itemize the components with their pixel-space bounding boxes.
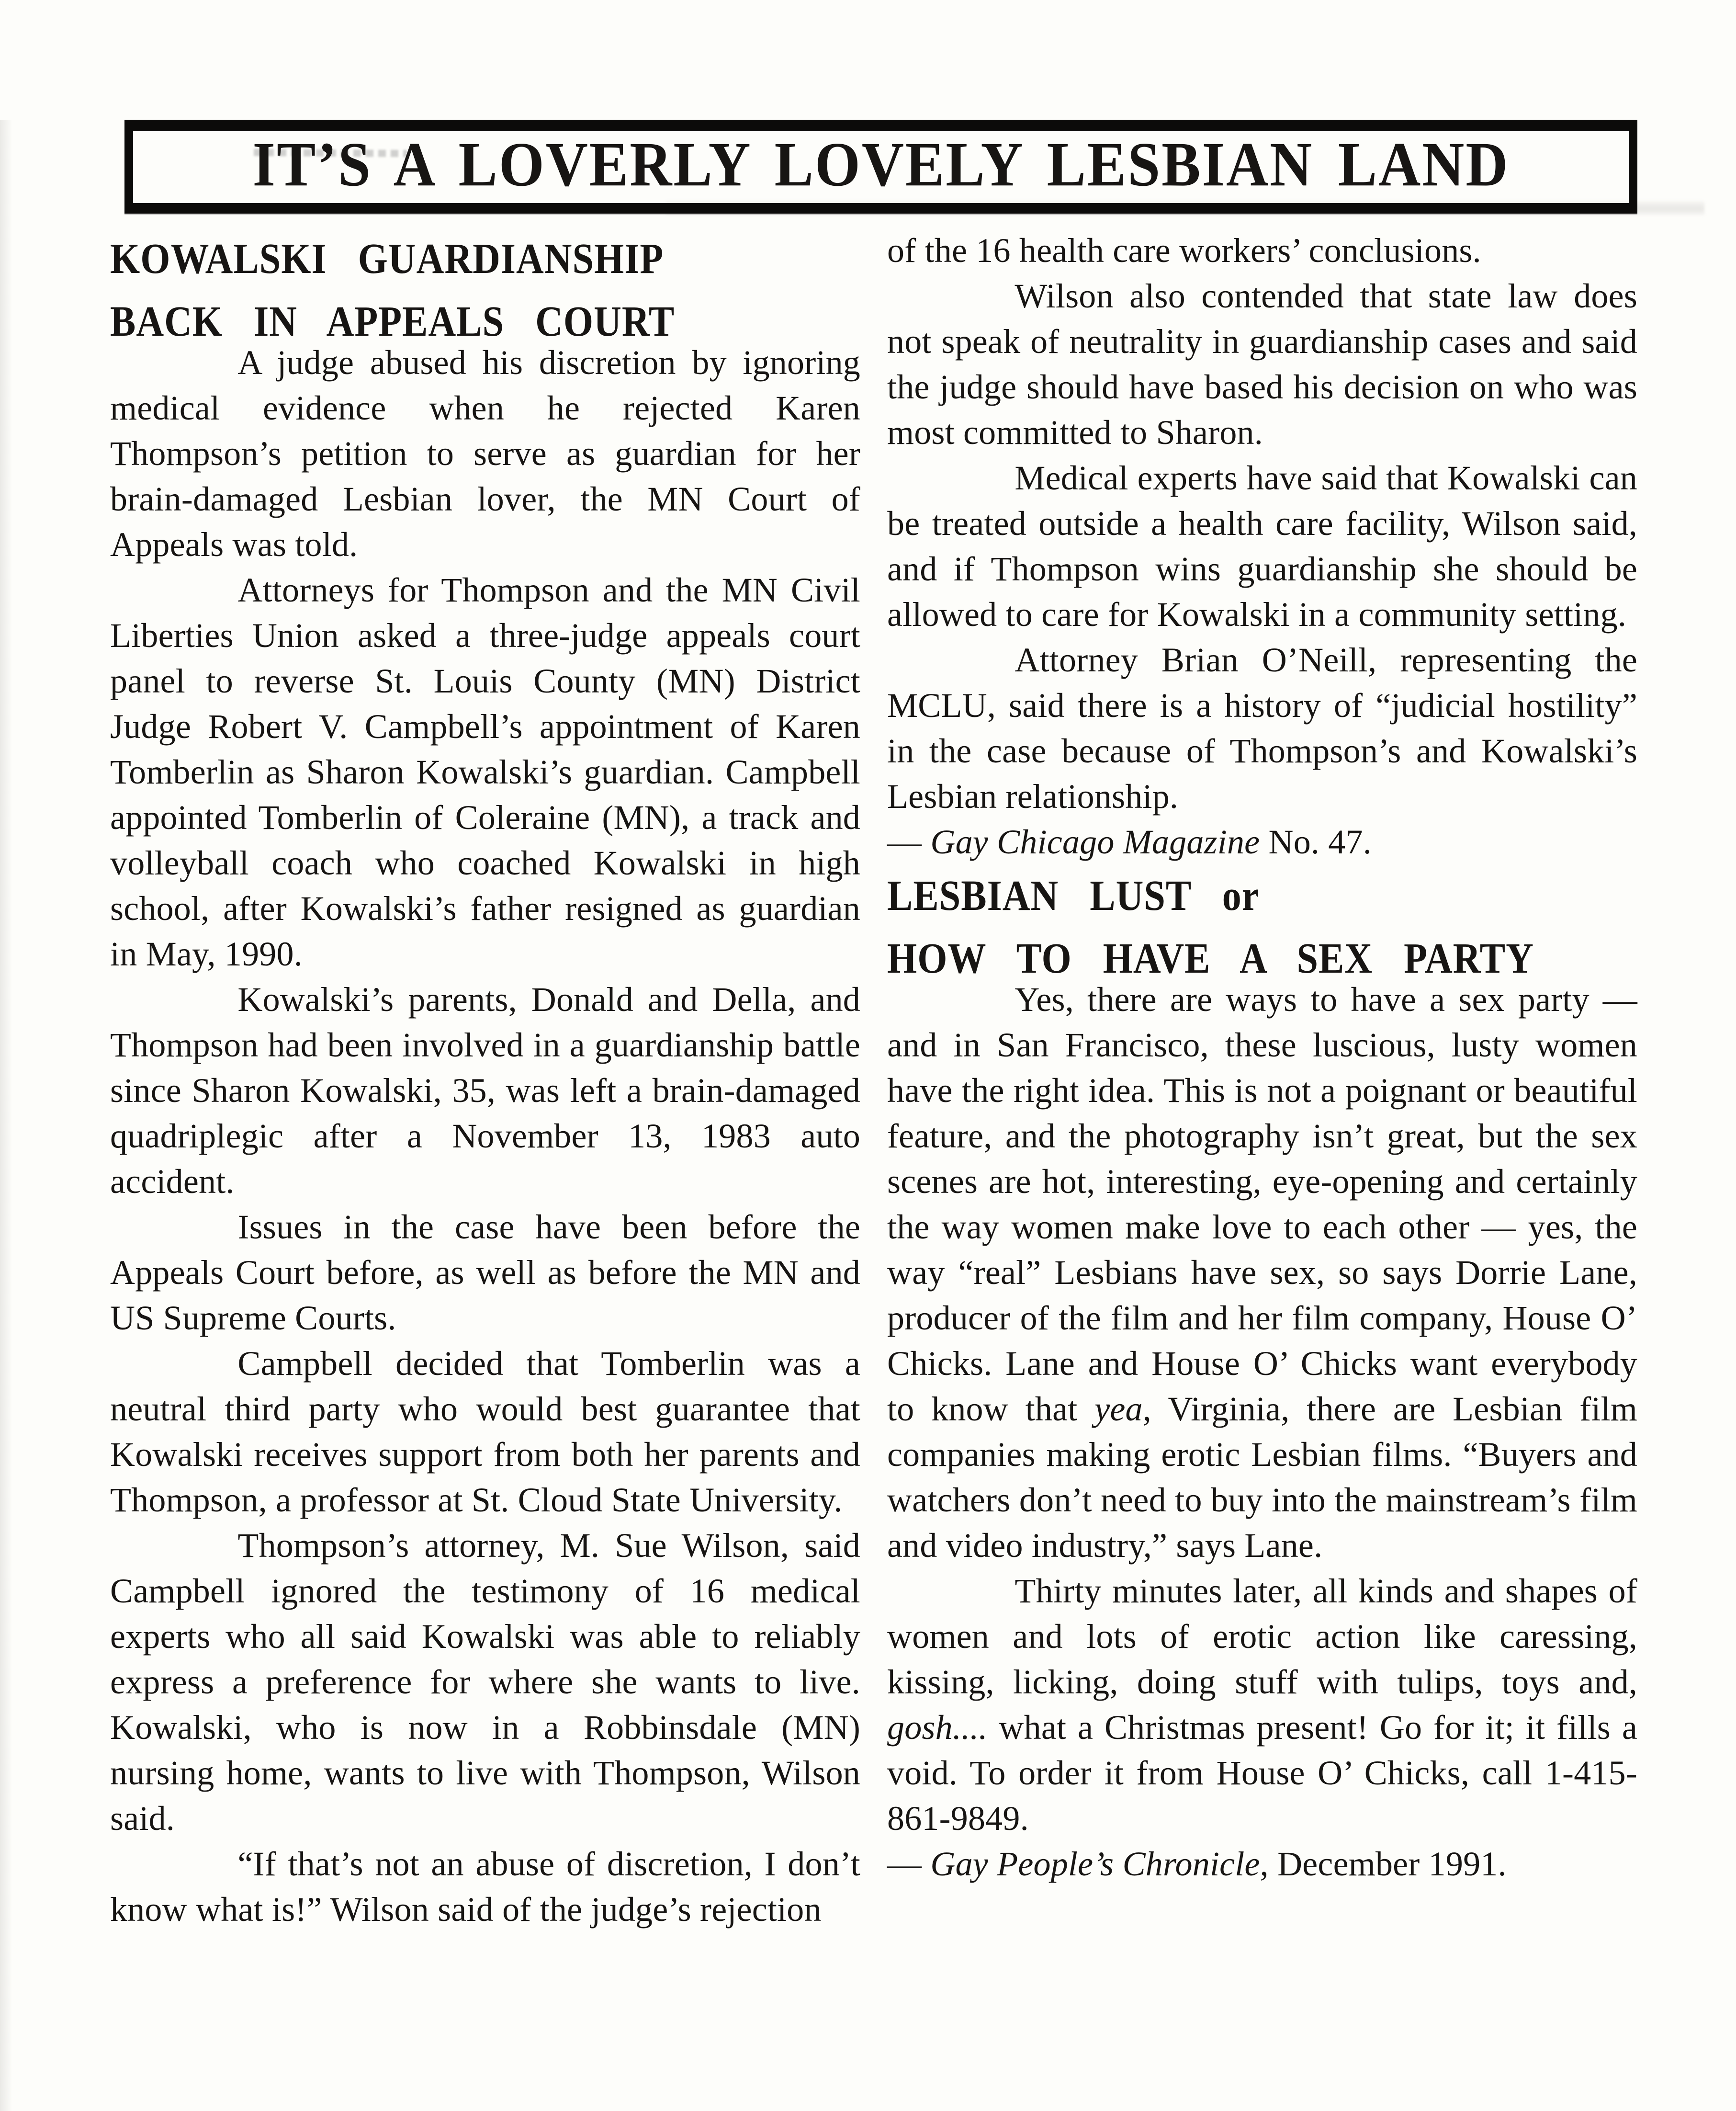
text-segment: “If that’s not an abuse of discretion, I don’t know what is!” Wilson said of the judge’s rejection xyxy=(110,1844,860,1929)
paragraph xyxy=(887,228,1637,273)
paragraph xyxy=(110,1841,860,1932)
text-segment: Attorneys for Thompson and the MN Civil Liberties Union asked a three-judge appeals court panel to reverse St. Louis County (MN) District Judge Robert V. Campbell’s appointment of Karen Tomberlin as Sharon Kowalski’s guardian. Campbell appointed Tomberlin of Coleraine (MN), a track and volleyball coach who coached Kowalski in high school, after Kowalski’s father resigned as guardian in May, 1990. xyxy=(110,570,860,973)
italic-text: yea xyxy=(1094,1389,1143,1428)
text-segment: A judge abused his discretion by ignoring medical evidence when he rejected Karen Thompson’s petition to serve as guardian for her brain-damaged Lesbian lover, the MN Court of Appeals was told. xyxy=(110,343,860,564)
paragraph xyxy=(110,977,860,1204)
italic-text: gosh.... xyxy=(887,1708,988,1747)
text-segment: what a Christmas present! Go for it; it fills a void. To order it from House O’ Chicks, call 1-415-861-9849. xyxy=(887,1708,1637,1838)
paragraph xyxy=(110,1204,860,1341)
text-segment: , Virginia, there are Lesbian film companies making erotic Lesbian films. “Buyers and watchers don’t need to buy into the mainstream’s film and video industry,” says Lane. xyxy=(887,1389,1637,1565)
paragraph xyxy=(887,977,1637,1568)
paragraph xyxy=(887,455,1637,637)
text-segment: Kowalski’s parents, Donald and Della, and Thompson had been involved in a guardianship battle since Sharon Kowalski, 35, was left a brain-damaged quadriplegic after a November 13, 1983 auto accident. xyxy=(110,980,860,1201)
headline-banner xyxy=(124,120,1637,214)
paragraph xyxy=(887,1568,1637,1841)
text-segment: Thirty minutes later, all kinds and shapes of women and lots of erotic action like caressing, kissing, licking, doing stuff with tulips, toys and, xyxy=(887,1571,1637,1701)
text-segment: No. 47. xyxy=(1260,822,1372,861)
scanned-newsletter-page xyxy=(0,120,1736,2111)
text-segment: of the 16 health care workers’ conclusions. xyxy=(887,231,1481,270)
text-segment: — xyxy=(887,822,931,861)
paragraph xyxy=(110,1523,860,1841)
paragraph xyxy=(887,637,1637,819)
text-segment: Wilson also contended that state law does not speak of neutrality in guardianship cases and said the judge should have based his decision on who was most committed to Sharon. xyxy=(887,276,1637,452)
source-attribution xyxy=(887,819,1637,865)
text-segment: , December 1991. xyxy=(1260,1844,1507,1883)
paragraph xyxy=(110,1341,860,1523)
column-1 xyxy=(110,228,860,1932)
article-heading: LESBIAN LUST or HOW TO HAVE A SEX PARTY xyxy=(887,872,1534,983)
text-segment: Campbell decided that Tomberlin was a neutral third party who would best guarantee that Kowalski receives support from both her parents and Thompson, a professor at St. Cloud State University. xyxy=(110,1344,860,1519)
column-2 xyxy=(887,228,1637,1932)
paragraph xyxy=(887,273,1637,455)
text-segment: — xyxy=(887,1844,931,1883)
italic-text: Gay People’s Chronicle xyxy=(930,1844,1260,1883)
text-segment: Issues in the case have been before the Appeals Court before, as well as before the MN and US Supreme Courts. xyxy=(110,1207,860,1337)
text-segment: Thompson’s attorney, M. Sue Wilson, said Campbell ignored the testimony of 16 medical experts who all said Kowalski was able to reliably express a preference for where she wants to live. Kowalski, who is now in a Robbinsdale (MN) nursing home, wants to live with Thompson, Wilson said. xyxy=(110,1526,860,1838)
article-columns xyxy=(110,228,1637,1932)
italic-text: Gay Chicago Magazine xyxy=(930,822,1260,861)
text-segment: Medical experts have said that Kowalski can be treated outside a health care facility, Wilson said, and if Thompson wins guardianship she should be allowed to care for Kowalski in a community setting. xyxy=(887,458,1637,634)
paragraph xyxy=(110,567,860,977)
page xyxy=(0,120,1736,1932)
text-segment: Attorney Brian O’Neill, representing the MCLU, said there is a history of “judicial hostility” in the case because of Thompson’s and Kowalski’s Lesbian relationship. xyxy=(887,640,1637,816)
source-attribution xyxy=(887,1841,1637,1887)
article-heading: KOWALSKI GUARDIANSHIP BACK IN APPEALS COURT xyxy=(110,235,675,346)
paragraph xyxy=(110,340,860,567)
text-segment: Yes, there are ways to have a sex party — and in San Francisco, these luscious, lusty women have the right idea. This is not a poignant or beautiful feature, and the photography isn’t great, but the sex scenes are hot, interesting, eye-opening and certainly the way women make love to each other — yes, the way “real” Lesbians have sex, so says Dorrie Lane, producer of the film and her film company, House O’ Chicks. Lane and House O’ Chicks want everybody to know that xyxy=(887,980,1637,1428)
banner-title: IT’S A LOVERLY LOVELY LESBIAN LAND xyxy=(252,129,1510,200)
